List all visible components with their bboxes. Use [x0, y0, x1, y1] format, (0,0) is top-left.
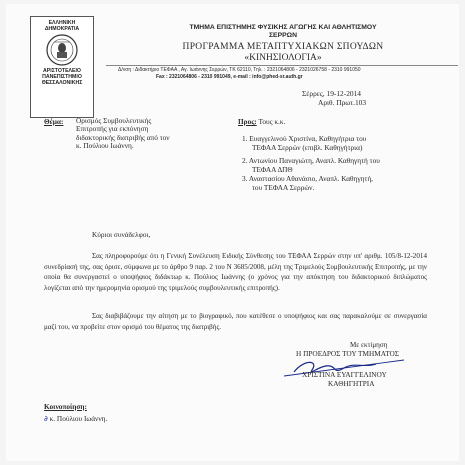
department-city: ΣΕΡΡΩΝ	[268, 32, 298, 39]
recipient-line: 1. Ευαγγελινού Χριστίνα, Καθηγήτρια του	[242, 134, 367, 143]
department-name: ΤΜΗΜΑ ΕΠΙΣΤΗΜΗΣ ΦΥΣΙΚΗΣ ΑΓΩΓΗΣ ΚΑΙ ΑΘΛΗΤΙΣΜΟΥ	[189, 24, 377, 31]
body-paragraph-2: Σας διαβιβάζουμε την αίτηση με το βιογραφικό, που κατέθεσε ο υποψήφιος και σας παρακαλούμε σε συνεργασία μαζί του, να προβείτε στον ορισμό του θέματος της διατριβής.	[44, 312, 427, 331]
recipient-line: του ΤΕΦΑΑ Σερρών.	[252, 183, 315, 192]
subject-line: κ. Πούλιου Ιωάννη.	[76, 141, 134, 151]
body-paragraph-1: Σας πληροφορούμε ότι η Γενική Συνέλευση Ειδικής Σύνθεσης του ΤΕΦΑΑ Σερρών στην υπ' αριθμ. 105/8-12-2014 συνεδρίασή της, σας όρισε, σύμφωνα με το άρθρο 9 παρ. 2 του Ν 3685/2008, μέλη της Τριμελούς Συμβουλευτικής Επιτροπής, με την οποία θα συνεργαστεί ο υποψήφιος διδάκτωρ κ. Πούλιος Ιωάννης (ο χρόνος για την απόκτηση του διδακτορικού διπλώματος λογίζεται από την ημερομηνία ορισμού της τριμελούς συμβουλευτικής επιτροπής).	[44, 252, 427, 292]
signature-role: ΚΑΘΗΓΗΤΡΙΑ	[328, 379, 375, 388]
seal-top-line: ΔΗΜΟΚΡΑΤΙΑ	[44, 26, 80, 32]
letter-page	[6, 4, 459, 461]
signature-name: ΧΡΙΣΤΙΝΑ ΕΥΑΓΓΕΛΙΝΟΥ	[302, 370, 387, 379]
header-divider	[106, 65, 458, 66]
address-line: Δ/νση : Διδακτήριο ΤΕΦΑΑ , Αγ. Ιωάννης Σερρών, ΤΚ 62110, Τηλ. : 2321064806 - 2321026758 - 2310 991050	[118, 67, 361, 73]
signature-closing: Με εκτίμηση	[350, 341, 388, 349]
recipients-header	[238, 117, 285, 126]
subject-block	[44, 117, 63, 126]
seal-bottom-line: ΠΑΝΕΠΙΣΤΗΜΙΟ	[42, 74, 82, 80]
notification-item	[44, 414, 107, 423]
signature-title: Η ΠΡΟΕΔΡΟΣ ΤΟΥ ΤΜΗΜΑΤΟΣ	[296, 349, 400, 358]
subject-line: Επιτροπής για εκπόνηση	[76, 124, 149, 134]
recipients-intro: Τους κ.κ.	[258, 117, 286, 126]
recipient-line: ΤΕΦΑΑ Σερρών (επιβλ. Καθηγήτρια)	[252, 143, 363, 152]
fax-line: Fax : 2321064806 - 2310 991049, e-mail : info@phed-sr.auth.gr	[156, 74, 303, 80]
notification-block	[44, 402, 87, 411]
recipients-list	[242, 134, 380, 192]
recipient-line: 3. Αναστασίου Αθανάσιο, Αναπλ. Καθηγητή,	[242, 174, 373, 183]
university-seal	[30, 16, 94, 118]
program-title: ΠΡΟΓΡΑΜΜΑ ΜΕΤΑΠΤΥΧΙΑΚΩΝ ΣΠΟΥΔΩΝ	[182, 42, 384, 52]
subject-line: Ορισμός Συμβουλευτικής	[76, 116, 152, 125]
subject-text	[76, 117, 170, 151]
letter-date: Σέρρες, 19-12-2014	[302, 89, 361, 98]
recipient-line: ΤΕΦΑΑ ΔΠΘ	[252, 165, 293, 174]
recipients-label: Προς:	[238, 117, 257, 126]
seal-top-line: ΕΛΛΗΝΙΚΗ	[48, 20, 76, 26]
seal-bottom-line: ΑΡΙΣΤΟΤΕΛΕΙΟ	[43, 68, 81, 74]
handwritten-check-icon: ∂	[44, 414, 48, 423]
notification-label: Κοινοποίηση:	[44, 402, 87, 411]
subject-label: Θέμα:	[44, 117, 64, 126]
university-seal-icon	[46, 34, 78, 66]
protocol-number: Αριθ. Πρωτ.103	[318, 98, 367, 107]
greeting: Κύριοι συνάδελφοι,	[92, 230, 151, 239]
program-subtitle: «ΚΙΝΗΣΙΟΛΟΓΙΑ»	[244, 53, 322, 63]
recipient-line: 2. Αντωνίου Παναγιώτη, Αναπλ. Καθηγητή του	[242, 156, 380, 165]
notification-recipient: κ. Πούλιου Ιωάννη.	[49, 414, 108, 423]
seal-bottom-line: ΘΕΣΣΑΛΟΝΙΚΗΣ	[41, 80, 83, 86]
subject-line: διδακτορικής διατριβής από τον	[76, 132, 170, 142]
